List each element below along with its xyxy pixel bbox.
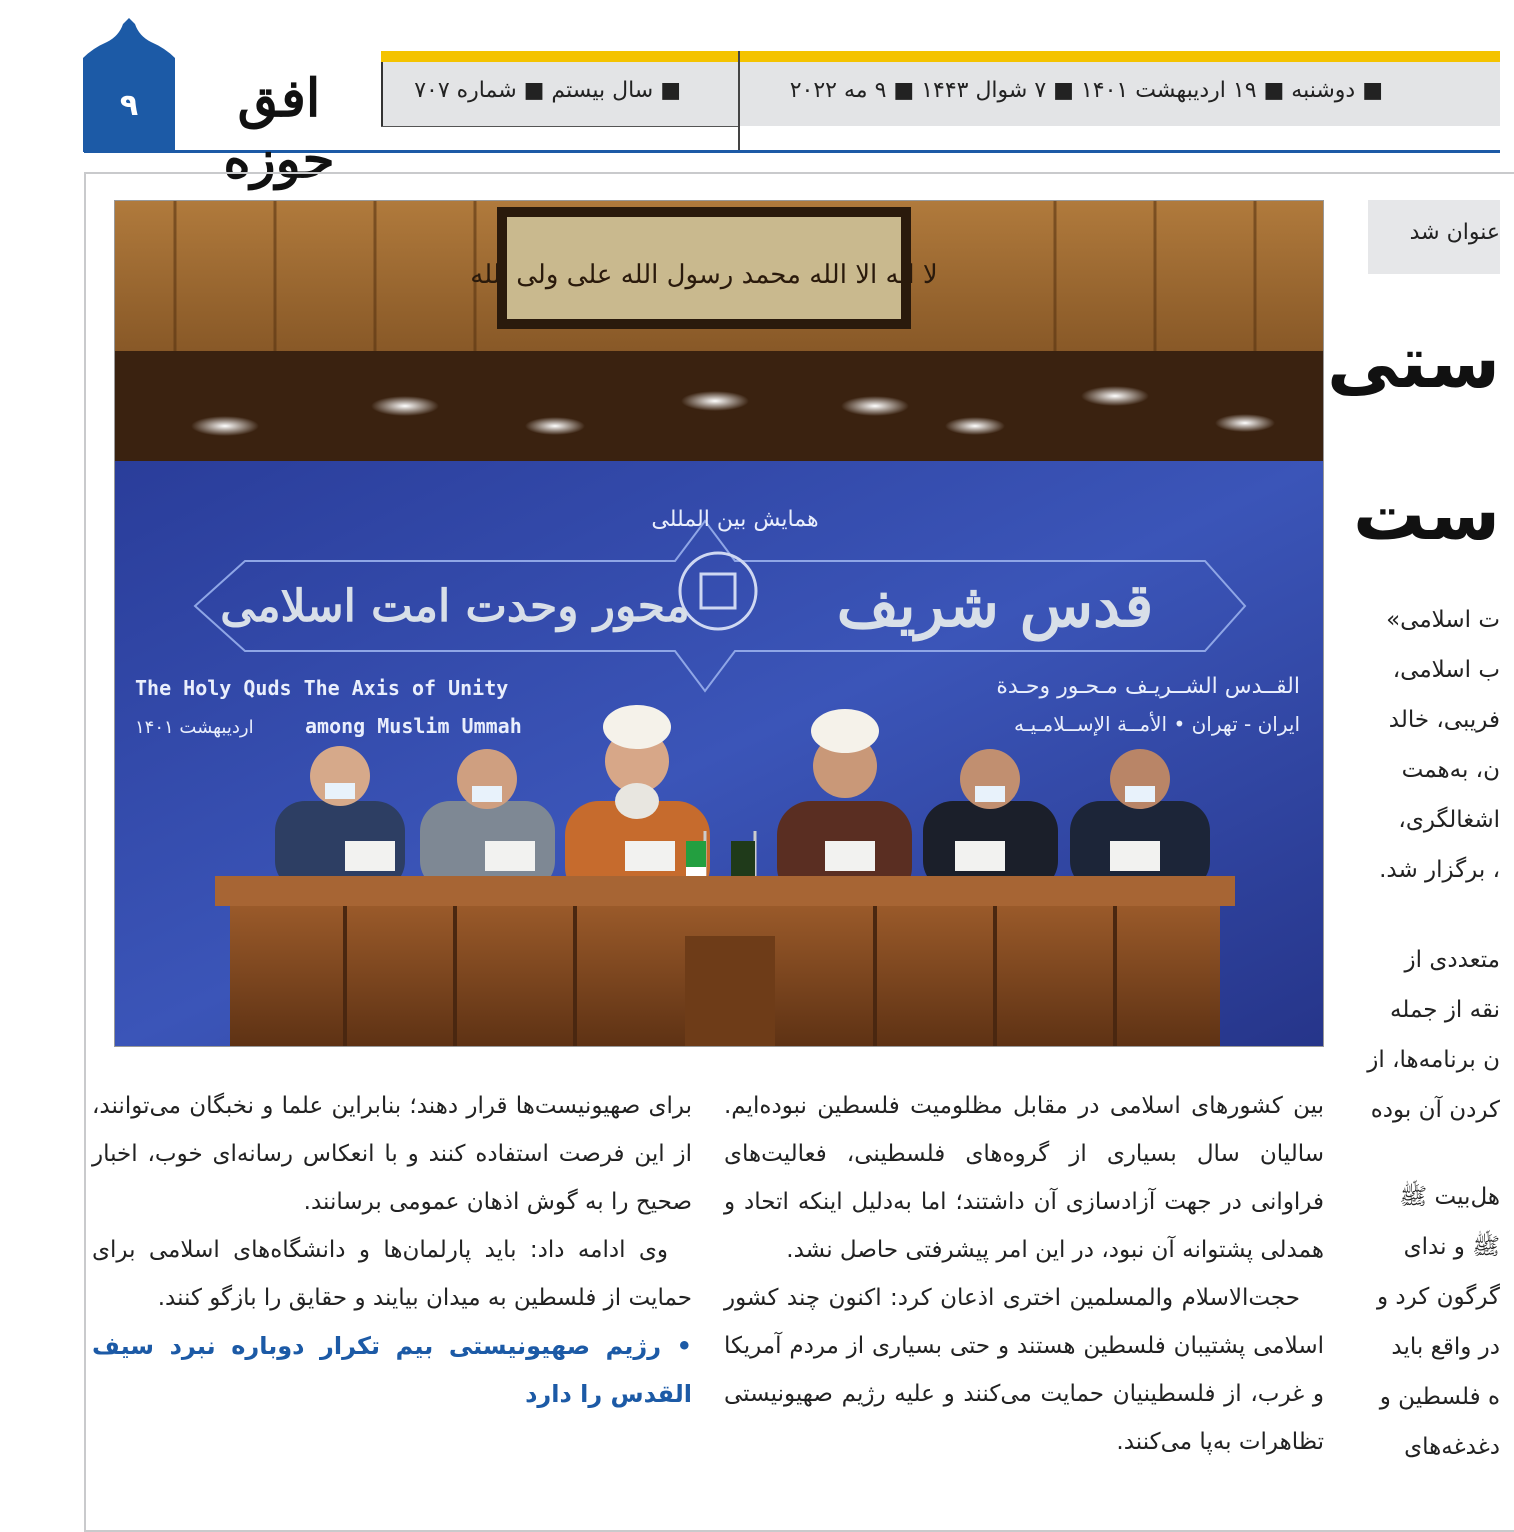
banner-date: اردیبهشت ۱۴۰۱	[135, 717, 254, 738]
text-line: ن برنامه‌ها، از	[1367, 1047, 1500, 1073]
text-line: هل‌بیت ﷺ	[1399, 1184, 1500, 1210]
text-line: ت اسلامی»	[1386, 607, 1500, 633]
conference-photo	[114, 200, 1324, 1047]
headline-line-2: ست	[1352, 472, 1500, 556]
banner-english-line-2: among Muslim Ummah	[305, 714, 522, 738]
text-line: اشغالگری،	[1398, 807, 1500, 833]
banner-top-text: همایش بین المللی	[651, 507, 819, 532]
header-accent-bar	[381, 51, 1500, 62]
text-line: ﷺ و ندای	[1403, 1234, 1500, 1260]
right-column-paragraph-1	[1360, 595, 1500, 895]
text-line: ب اسلامی،	[1392, 657, 1500, 683]
page-badge-icon	[83, 18, 175, 152]
banner-english-line-1: The Holy Quds The Axis of Unity	[135, 676, 509, 700]
banner-arabic-line-1: القــدس الشــريـف مـحـور وحـدة	[996, 674, 1300, 699]
text-line: نقه از جمله	[1390, 997, 1500, 1023]
paragraph: حجت‌الاسلام والمسلمین اختری اذعان کرد: اکنون چند کشور اسلامی پشتیبان فلسطین هستند و حتی بسیاری از مردم آمریکا و غرب، از فلسطینیان حمایت می‌کنند و علیه رژیم صهیونیستی تظاهرات به‌پا می‌کنند.	[724, 1285, 1324, 1455]
banner-title-secondary: محور وحدت امت اسلامی	[220, 581, 690, 632]
text-line: ه فلسطین و	[1379, 1384, 1500, 1410]
publication-logo	[180, 50, 378, 190]
calligraphy-text: لا اله الا الله محمد رسول الله علی ولی الله	[470, 260, 938, 290]
page-number: ۹	[119, 88, 139, 123]
text-line: فریبی، خالد	[1388, 707, 1500, 733]
date-line: ■ دوشنبه ■ ۱۹ اردیبهشت ۱۴۰۱ ■ ۷ شوال ۱۴۴۳ ■ ۹ مه ۲۰۲۲	[789, 78, 1383, 103]
text-line: متعددی از	[1404, 947, 1500, 973]
headline-clip	[1326, 0, 1500, 620]
paragraph: وی ادامه داد: باید پارلمان‌ها و دانشگاه‌های اسلامی برای حمایت از فلسطین به میدان بیایند و حقایق را بازگو کنند.	[92, 1237, 692, 1311]
issue-info: ■ سال بیستم ■ شماره ۷۰۷	[414, 78, 681, 103]
header-divider	[738, 51, 740, 151]
header-bar	[381, 62, 383, 126]
right-column-paragraph-2	[1360, 935, 1500, 1135]
banner-title: قدس شریف	[836, 571, 1154, 641]
text-line: ن، به‌همت	[1401, 757, 1500, 783]
paragraph: برای صهیونیست‌ها قرار دهند؛ بنابراین علما و نخبگان می‌توانند، از این فرصت استفاده کنند و با انعکاس رسانه‌ای خوب، اخبار صحیح را به گوش اذهان عمومی برسانند.	[92, 1093, 692, 1215]
conference-photo-illustration	[115, 201, 1323, 1046]
banner-arabic-line-2: ايران - تهران • الأمــة الإســلامـيـه	[1014, 712, 1300, 736]
kicker-label: عنوان شد	[1409, 220, 1500, 245]
right-column-paragraph-3	[1360, 1172, 1500, 1472]
article-column-middle	[724, 1082, 1324, 1466]
text-line: ، برگزار شد.	[1379, 857, 1500, 883]
text-line: در واقع باید	[1391, 1334, 1500, 1360]
section-subhead: • رژیم صهیونیستی بیم تکرار دوباره نبرد سیف القدس را دارد	[92, 1332, 692, 1408]
paragraph: بین کشورهای اسلامی در مقابل مظلومیت فلسطین نبوده‌ایم. سالیان سال بسیاری از گروه‌های فلسطینی، فعالیت‌های فراوانی در جهت آزادسازی آن داشتند؛ اما به‌دلیل اینکه اتحاد و همدلی پشتوانه آن نبود، در این امر پیشرفتی حاصل نشد.	[724, 1093, 1324, 1263]
article-column-left	[92, 1082, 692, 1418]
logo-lettering: افق حوزه	[223, 68, 335, 190]
headline-line-1: ستی	[1326, 320, 1500, 404]
header-underline	[381, 126, 738, 127]
text-line: گرگون کرد و	[1377, 1284, 1500, 1310]
text-line: دغدغه‌های	[1404, 1434, 1500, 1460]
text-line: کردن آن بوده	[1370, 1097, 1500, 1123]
